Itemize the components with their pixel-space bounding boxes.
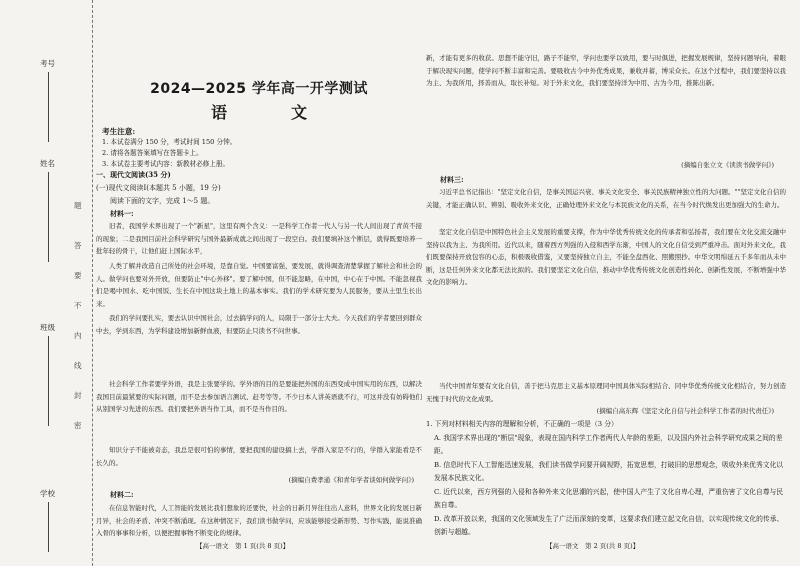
subsection-title: (一)现代文阅读Ⅰ(本题共 5 小题，19 分) bbox=[96, 184, 221, 192]
note-item: 3. 本试卷主要考试内容：新教材必修上册。 bbox=[102, 160, 230, 168]
instruction: 阅读下面的文字，完成 1～5 题。 bbox=[110, 197, 215, 205]
section-title: 一、现代文阅读(35 分) bbox=[96, 170, 171, 179]
exam-title: 2024—2025 学年高一开学测试 bbox=[150, 81, 368, 97]
question-1-option-a: A. 我国学术界出现的"断层"现象，表现在国内科学工作者两代人年龄的差距，以及国内外社会科学研究成果之间的差距。 bbox=[434, 434, 783, 455]
m3-paragraph: 习近平总书记指出："坚定文化自信，是事关国运兴衰、事关文化安全、事关民族精神独立性的大问题。""坚定文化自信的关键，才能正确认识、辨别、吸收外来文化，正确处理外来文化与本民族文化的关系，在当今时代焕发出更加强大的生命力。 bbox=[426, 188, 786, 209]
seal-char-2: 答 bbox=[74, 241, 83, 250]
exam-notes bbox=[102, 126, 236, 170]
m1-source: (摘编自费孝通《和青年学者谈如何做学问》) bbox=[288, 476, 414, 484]
page-footer-2: 【高一语文 第 2 页(共 8 页)】 bbox=[546, 542, 640, 550]
notes-heading: 考生注意: bbox=[102, 127, 136, 136]
seal-char-1: 题 bbox=[74, 201, 83, 210]
page-2 bbox=[426, 0, 786, 566]
exam-id-label: 考号 bbox=[40, 59, 55, 68]
m3-paragraph: 当代中国青年要有文化自信，善于把马克思主义基本原理同中国具体实际相结合、同中华优秀传统文化相结合，努力创造无愧于时代的文化成果。 bbox=[426, 382, 786, 403]
name-label: 姓名 bbox=[40, 159, 55, 168]
seal-char-3: 要 bbox=[74, 271, 83, 280]
question-1-option-c: C. 近代以来，西方列强的入侵和各种外来文化思潮的兴起，使中国人产生了文化自卑心理，严重伤害了文化自尊与民族自尊。 bbox=[434, 488, 784, 509]
seal-char-8: 密 bbox=[74, 421, 83, 430]
seal-char-7: 封 bbox=[74, 391, 83, 400]
page-1 bbox=[96, 0, 422, 566]
m1-paragraph: 旧者，我国学术界出现了一个"新星"，这里有两个含义：一是科学工作者一代人与另一代人间出现了青黄不接的现象；二是我国目前社会科学研究与国外最新成就之间出现了一段空白。我们要填补这个断层，就得既要培养一批年轻的骨干，让他们赶上国际水平， bbox=[96, 222, 422, 256]
binding-strip bbox=[0, 0, 93, 566]
m2-paragraph: 在信息智能时代，人工智能的发展比我们想象的还要快，社会的日新月异往往出人意料，世界文化的发展日新月异，社会的矛盾、冲突不断涌现。在这种情况下，我们读书做学问，应该能够接受新形势、写作实践，能说准确入骨的事事和分析，以便把握事物不断变化的规律。 bbox=[96, 504, 422, 538]
question-1-option-b: B. 信息时代下人工智能迅速发展，我们读书做学问要开阔视野，拓宽思想，打破旧的思想观念，吸收外来优秀文化以发展本民族文化。 bbox=[434, 461, 784, 482]
class-line bbox=[48, 336, 49, 426]
continued-paragraph: 新，才能有更多的收获。思想不能守旧，路子不能窄，学问也要学以致用，要与时俱进，把握发展规律，坚持问题导向，着眼于解决现实问题，使学问不断丰富和完善。要吸收古今中外优秀成果，兼收并蓄，博采众长。在这个过程中，我们要坚持以我为主、为我所用，择善而从，取长补短。对于外来文化，我们要坚持洋为中用、古为今用，推陈出新。 bbox=[426, 54, 786, 88]
school-line bbox=[48, 502, 49, 552]
material-2-label: 材料二: bbox=[110, 490, 134, 499]
m1-paragraph: 社会科学工作者要学外语，我是主张要学的。学外语的目的是要能把外国的东西变成中国实用的东西，以解决我国目前最紧要的实际问题，而不是去参加语言测试、赶考等等。不少日本人讲英语就不行，可这并没有妨碍他们从别国学习先进的东西。我们要把外语当作工具，而不是当作目的。 bbox=[96, 380, 422, 414]
material-3-label: 材料三: bbox=[440, 175, 464, 184]
m1-paragraph: 知识分子不能被奇态，我总是很可怕的事情，要把我国的建设搞上去，学群入家是不行的，学群入家能看是不长久的。 bbox=[96, 446, 422, 467]
m2-source: (摘编自张立文《读读书做学问》) bbox=[681, 161, 774, 169]
question-1-stem: 1. 下列对材料相关内容的理解和分析，不正确的一项是（3 分） bbox=[426, 420, 618, 428]
school-label: 学校 bbox=[40, 489, 55, 498]
page-footer-1: 【高一语文 第 1 页(共 8 页)】 bbox=[196, 542, 290, 550]
exam-id-line bbox=[48, 72, 49, 142]
class-label: 班级 bbox=[40, 323, 55, 332]
question-1-option-d: D. 改革开放以来，我国的文化领域发生了广泛而深刻的变革，这要求我们建立起文化自信，以实现传统文化的传承、创新与超越。 bbox=[434, 515, 784, 536]
seal-char-6: 线 bbox=[74, 361, 83, 370]
seal-char-5: 内 bbox=[74, 331, 83, 340]
note-item: 2. 请将各题答案填写在答题卡上。 bbox=[102, 149, 203, 157]
note-item: 1. 本试卷满分 150 分，考试时间 150 分钟。 bbox=[102, 138, 237, 146]
subject-title: 语 文 bbox=[210, 103, 331, 122]
m3-paragraph: 坚定文化自信是中国特色社会主义发展的重要支撑，作为中华优秀传统文化的传承者和弘扬者，我们要在文化交流交融中坚持以我为主、为我所用。近代以来，随着西方列强的入侵和西学东渐，中国人的文化自信受到严重冲击。面对外来文化，我们既要保持开放包容的心态，积极吸收借鉴，又要坚持独立自主，不能全盘西化、照搬照抄。中华文明绵延五千多年而从未中断，这是任何外来文化都无法比拟的。我们要坚定文化自信，推动中华优秀传统文化创造性转化、创新性发展，不断增强中华文化的影响力。 bbox=[426, 228, 786, 287]
seal-char-4: 不 bbox=[74, 301, 83, 310]
m3-source: (摘编自高东辉《坚定文化自信与社会科学工作者的时代责任》) bbox=[596, 407, 774, 415]
name-line bbox=[48, 172, 49, 262]
m1-paragraph: 人类了解并改造自己所处的社会环境，是靠自觉。中国要富强，要发展，就得调查清楚掌握了解社会和社会的人。做学问也要对外开放，但要防止"中心外移"。要了解中国，但不能忽略，在中国，中心在于中国。不能忽视我们是喝中国水、吃中国饭、生长在中国这块土地上的基本事实。我们的学术研究要为人民服务，要从土里生长出来。 bbox=[96, 262, 422, 308]
m1-paragraph: 我们的学问要扎实，要去认识中国社会，过去搞学问的人，局限于一部分士大夫。今天我们的学者要回到群众中去，学到东西，为学科建设增加新鲜血液，但要防止只读书不问世事。 bbox=[96, 314, 422, 335]
material-1-label: 材料一: bbox=[110, 209, 134, 218]
